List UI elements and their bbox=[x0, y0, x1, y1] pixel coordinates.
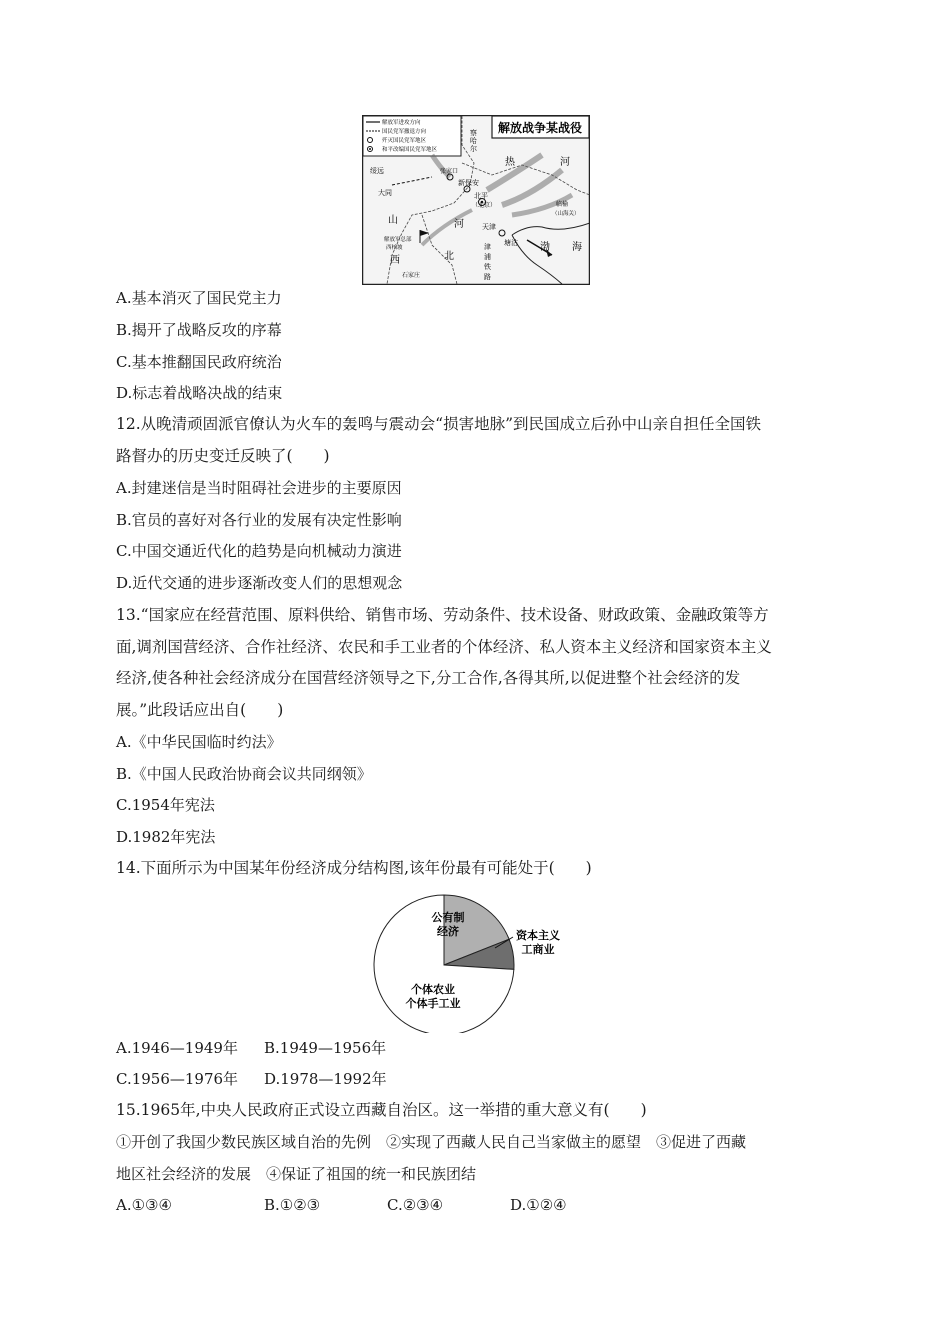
place-zhangjiakou: 张家口 bbox=[440, 168, 459, 175]
economy-pie-chart bbox=[370, 893, 610, 1033]
place-chahaer-1: 察 bbox=[470, 129, 477, 137]
q14-option-d[interactable]: D.1978—1992年 bbox=[264, 1070, 387, 1088]
q13-option-d[interactable]: D.1982年宪法 bbox=[116, 828, 216, 846]
q11-option-b[interactable]: B.揭开了战略反攻的序幕 bbox=[116, 321, 282, 339]
legend-retreat: 国民党军撤退方向 bbox=[382, 129, 427, 135]
place-beiping: 北平 bbox=[474, 192, 488, 200]
q12-option-d[interactable]: D.近代交通的进步逐渐改变人们的思想观念 bbox=[116, 574, 403, 592]
place-tianjin: 天津 bbox=[482, 223, 496, 231]
q12-option-a[interactable]: A.封建迷信是当时阻碍社会进步的主要原因 bbox=[116, 479, 402, 497]
q15-items-line1: ①开创了我国少数民族区域自治的先例 ②实现了西藏人民自己当家做主的愿望 ③促进了西藏 bbox=[116, 1133, 747, 1151]
place-beijing: （北京） bbox=[472, 202, 497, 209]
place-tanggu: 塘沽 bbox=[504, 239, 518, 247]
q13-stem-line2: 面,调剂国营经济、合作社经济、农民和手工业者的个体经济、私人资本主义经济和国家资本主义 bbox=[116, 638, 772, 656]
q13-stem-line4: 展。”此段话应出自( ) bbox=[116, 701, 284, 719]
pie-label-capital-2: 工商业 bbox=[521, 943, 555, 956]
place-re: 热 bbox=[505, 157, 515, 168]
place-suiyuan: 绥远 bbox=[370, 167, 384, 175]
q13-option-b[interactable]: B.《中国人民政治协商会议共同纲领》 bbox=[116, 765, 372, 783]
q14-option-c[interactable]: C.1956—1976年 bbox=[116, 1070, 239, 1088]
q15-option-c[interactable]: C.②③④ bbox=[387, 1196, 444, 1214]
q12-stem-line1: 12.从晚清顽固派官僚认为火车的轰鸣与震动会“损害地脉”到民国成立后孙中山亲自担任全国铁 bbox=[116, 415, 762, 433]
q13-option-c[interactable]: C.1954年宪法 bbox=[116, 796, 215, 814]
place-hq: 解放军总部 bbox=[384, 237, 412, 243]
q11-option-a[interactable]: A.基本消灭了国民党主力 bbox=[116, 289, 282, 307]
place-shanhaiguan: （山海关） bbox=[552, 211, 580, 217]
battle-map-svg bbox=[362, 115, 590, 285]
place-xi: 西 bbox=[390, 255, 400, 266]
q15-option-d[interactable]: D.①②④ bbox=[510, 1196, 567, 1214]
q12-stem-line2: 路督办的历史变迁反映了( ) bbox=[116, 447, 330, 465]
q15-option-b[interactable]: B.①②③ bbox=[264, 1196, 321, 1214]
pie-label-capital-1: 资本主义 bbox=[516, 929, 560, 942]
battle-map bbox=[362, 115, 590, 285]
place-xibaipo: 西柏坡 bbox=[386, 245, 403, 251]
q14-option-a[interactable]: A.1946—1949年 bbox=[116, 1039, 238, 1057]
place-linyu: 临榆 bbox=[556, 201, 569, 208]
pie-label-public-1: 公有制 bbox=[431, 911, 465, 924]
q13-option-a[interactable]: A.《中华民国临时约法》 bbox=[116, 733, 282, 751]
q13-stem-line3: 经济,使各种社会经济成分在国营经济领导之下,分工合作,各得其所,以促进整个社会经济的发 bbox=[116, 669, 741, 687]
place-xinbaoan: 新保安 bbox=[458, 179, 479, 187]
place-tie: 铁 bbox=[484, 263, 491, 271]
map-title: 解放战争某战役 bbox=[497, 121, 583, 135]
legend-annihilate: 歼灭国民党军地区 bbox=[382, 138, 427, 144]
place-lu: 路 bbox=[484, 273, 491, 281]
place-chahaer-2: 哈 bbox=[470, 137, 477, 145]
legend-advance: 解放军进攻方向 bbox=[382, 120, 421, 126]
place-datong: 大同 bbox=[378, 189, 392, 197]
pie-label-individual-1: 个体农业 bbox=[411, 983, 455, 996]
place-he2: 河 bbox=[454, 219, 464, 230]
place-shan: 山 bbox=[388, 215, 398, 226]
q15-items-line2: 地区社会经济的发展 ④保证了祖国的统一和民族团结 bbox=[116, 1165, 477, 1183]
place-bei: 北 bbox=[444, 251, 454, 262]
q14-option-b[interactable]: B.1949—1956年 bbox=[264, 1039, 387, 1057]
pie-svg bbox=[370, 893, 610, 1033]
pie-label-individual-2: 个体手工业 bbox=[405, 997, 461, 1010]
q11-option-c[interactable]: C.基本推翻国民政府统治 bbox=[116, 353, 282, 371]
place-bo: 渤 bbox=[540, 242, 550, 253]
place-hai: 海 bbox=[572, 242, 582, 253]
place-pu: 浦 bbox=[484, 253, 491, 261]
place-shijiazhuang: 石家庄 bbox=[402, 272, 421, 279]
place-chahaer-3: 尔 bbox=[470, 145, 477, 153]
q15-stem: 15.1965年,中央人民政府正式设立西藏自治区。这一举措的重大意义有( ) bbox=[116, 1101, 647, 1119]
place-jin: 津 bbox=[484, 243, 491, 251]
legend-peaceful: 和平改编国民党军地区 bbox=[382, 147, 438, 153]
q11-option-d[interactable]: D.标志着战略决战的结束 bbox=[116, 384, 283, 402]
q12-option-c[interactable]: C.中国交通近代化的趋势是向机械动力演进 bbox=[116, 542, 402, 560]
q12-option-b[interactable]: B.官员的喜好对各行业的发展有决定性影响 bbox=[116, 511, 402, 529]
q15-option-a[interactable]: A.①③④ bbox=[116, 1196, 172, 1214]
q13-stem-line1: 13.“国家应在经营范围、原料供给、销售市场、劳动条件、技术设备、财政政策、金融政策等方 bbox=[116, 606, 769, 624]
q14-stem: 14.下面所示为中国某年份经济成分结构图,该年份最有可能处于( ) bbox=[116, 859, 592, 877]
place-he: 河 bbox=[560, 157, 570, 168]
pie-label-public-2: 经济 bbox=[437, 925, 459, 938]
